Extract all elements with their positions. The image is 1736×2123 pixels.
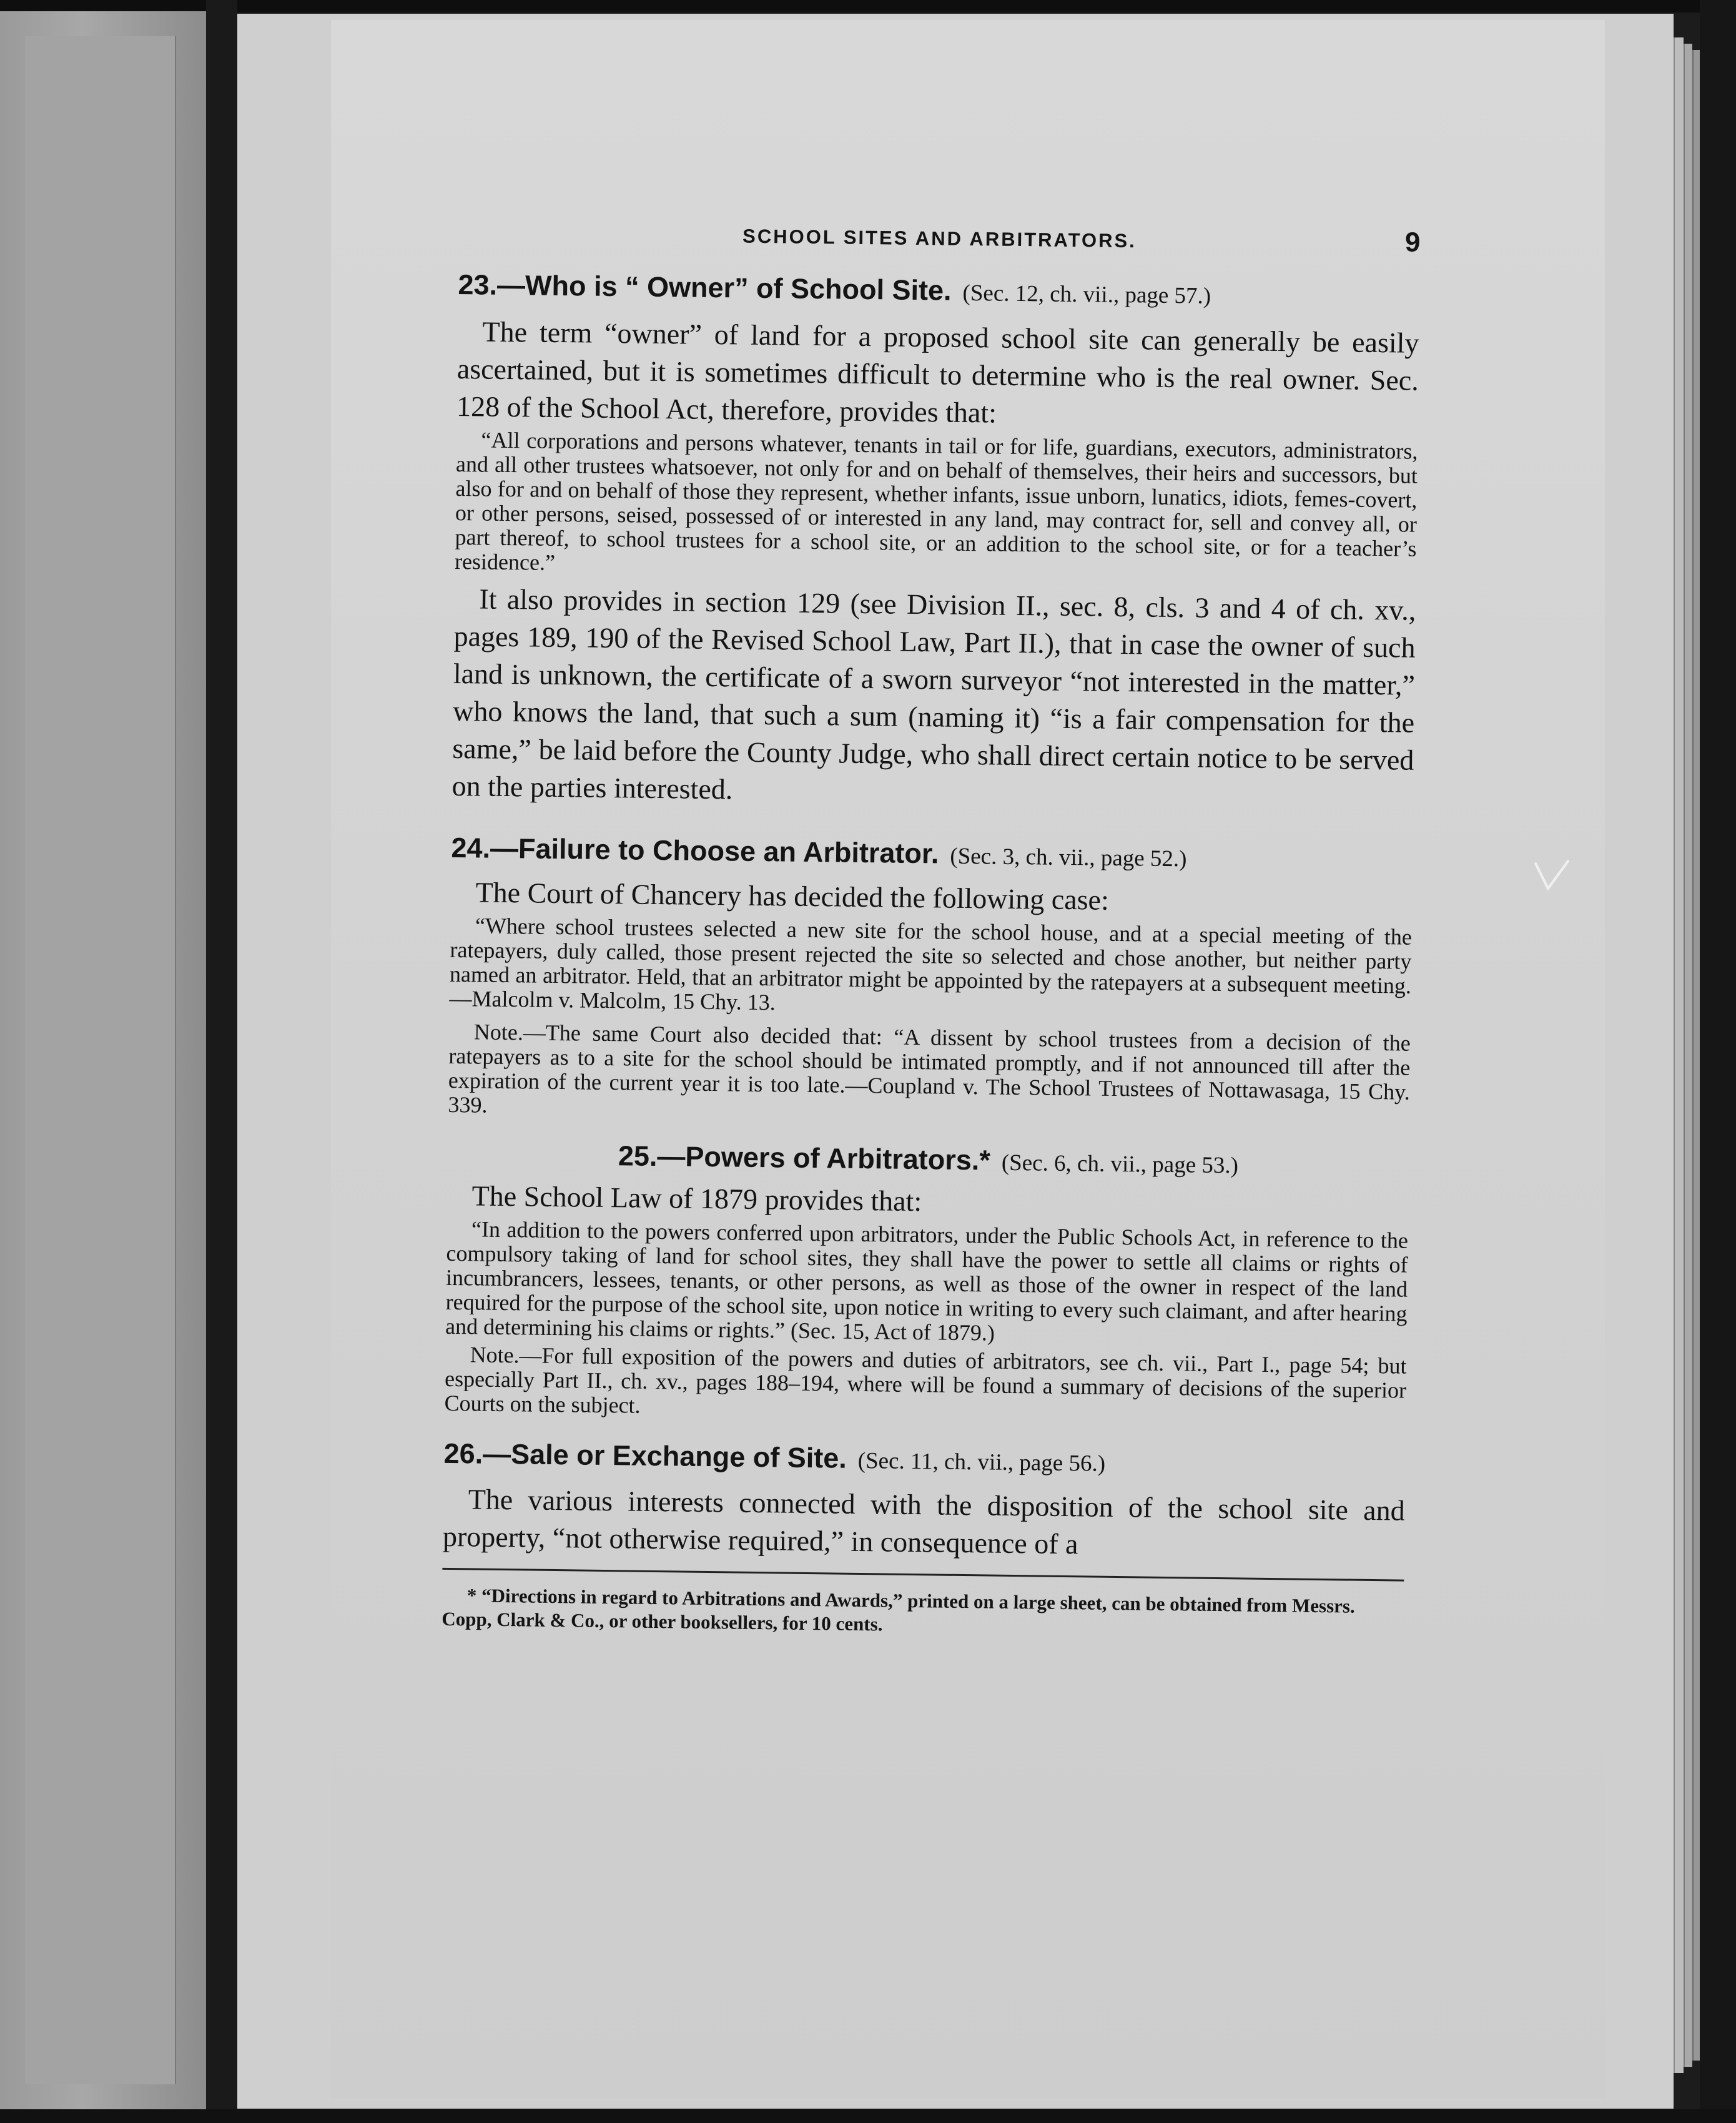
printed-text-block [441,209,1421,1643]
section-reference: (Sec. 6, ch. vii., page 53.) [1001,1150,1239,1179]
section-intro: The term “owner” of land for a proposed school site can generally be easily ascertained, but it is sometimes difficult to determine who is the real owner. Sec. 128 of the School Act, therefore, provides that: [456,315,1419,429]
book-gutter [206,0,237,2123]
section-25 [444,1135,1409,1427]
section-heading [443,1434,1406,1487]
section-title: 26.—Sale or Exchange of Site. [443,1437,847,1474]
film-bottom-edge [0,2109,1736,2123]
section-23 [451,265,1419,817]
section-intro: The School Law of 1879 provides that: [471,1180,922,1218]
section-title: 24.—Failure to Choose an Arbitrator. [451,831,939,870]
section-heading [451,829,1413,882]
quoted-statute: “All corporations and persons whatever, tenants in tail or for life, guardians, executors, administrators, and all other trustees whatsoever, not only for and on behalf of themselves, their heirs and successors, but also for and on behalf of those they represent, whether infants, issue unborn, lunatics, idiots, femes-covert, or other persons, seised, possessed of or interested in any land, may contract for, sell and convey all, or part thereof, to school trustees for a school site, or an addition to the school site, or for a teacher’s residence.” [454,427,1418,575]
film-right-edge [1700,0,1736,2123]
film-top-edge [0,0,1736,12]
section-body: It also provides in section 129 (see Division II., sec. 8, cls. 3 and 4 of ch. xv., pages 189, 190 of the Revised School Law, Part II.), that in case the owner of such land is unknown, the certificate of a sworn surveyor “not interested in the matter,” who knows the land, that such a sum (naming it) “is a fair compensation for the same,” be laid before the County Judge, who shall direct certain notice to be served on the parties interested. [451,583,1416,805]
section-24 [448,829,1413,1129]
section-heading [458,265,1420,318]
running-title: SCHOOL SITES AND ARBITRATORS. [742,225,1137,252]
section-26 [443,1434,1406,1567]
page-stack-edge [1674,37,1684,2073]
quoted-statute: “In addition to the powers conferred upon arbitrators, under the Public Schools Act, in reference to the compulsory taking of land for school sites, they shall have the power to settle all claims or rights of incumbrancers, lessees, tenants, or other persons, as well as those of the owner in respect of the land required for the purpose of the school site, upon notice in writing to every such claimant, and after hearing and determining his claims or rights.” (Sec. 15, Act of 1879.) [445,1216,1409,1346]
facing-page-edge [0,11,206,2109]
section-title: 25.—Powers of Arbitrators.* [618,1140,991,1176]
facing-page-surface [25,36,176,2084]
section-note: Note.—The same Court also decided that: “A dissent by school trustees from a decision of the ratepayers as to a site for the school should be intimated promptly, and if not announced till after the expiration of the current year it is too late.—Coupland v. The School Trustees of Nottawasaga, 15 Chy. 339. [448,1019,1411,1118]
section-note: Note.—For full exposition of the powers and duties of arbitrators, see ch. vii., Part I., page 54; but especially Part II., ch. xv., pages 188–194, where will be found a summary of decisions of the superior Courts on the subject. [444,1342,1407,1418]
footnote-rule [442,1568,1404,1582]
quoted-case: “Where school trustees selected a new site for the school house, and at a special meeting of the ratepayers, duly called, those present rejected the site so selected and chose another, but neither party named an arbitrator. Held, that an arbitrator might be appointed by the ratepayers at a subsequent meeting.—Malcolm v. Malcolm, 15 Chy. 13. [449,913,1413,1015]
section-reference: (Sec. 3, ch. vii., page 52.) [950,843,1187,872]
page-number: 9 [1404,227,1421,258]
section-intro: The Court of Chancery has decided the following case: [475,876,1110,916]
section-body: The various interests connected with the disposition of the school site and property, “not otherwise required,” in consequence of a [442,1483,1405,1560]
footnote: * “Directions in regard to Arbitrations and Awards,” printed on a large sheet, can be obtained from Messrs. Copp, Clark & Co., or other booksellers, for 10 cents. [441,1584,1355,1635]
section-reference: (Sec. 11, ch. vii., page 56.) [857,1447,1106,1477]
pencil-check-mark-icon [1533,859,1571,896]
page-stack-edge [1684,44,1692,2067]
section-reference: (Sec. 12, ch. vii., page 57.) [962,280,1211,309]
section-title: 23.—Who is “ Owner” of School Site. [458,268,952,307]
